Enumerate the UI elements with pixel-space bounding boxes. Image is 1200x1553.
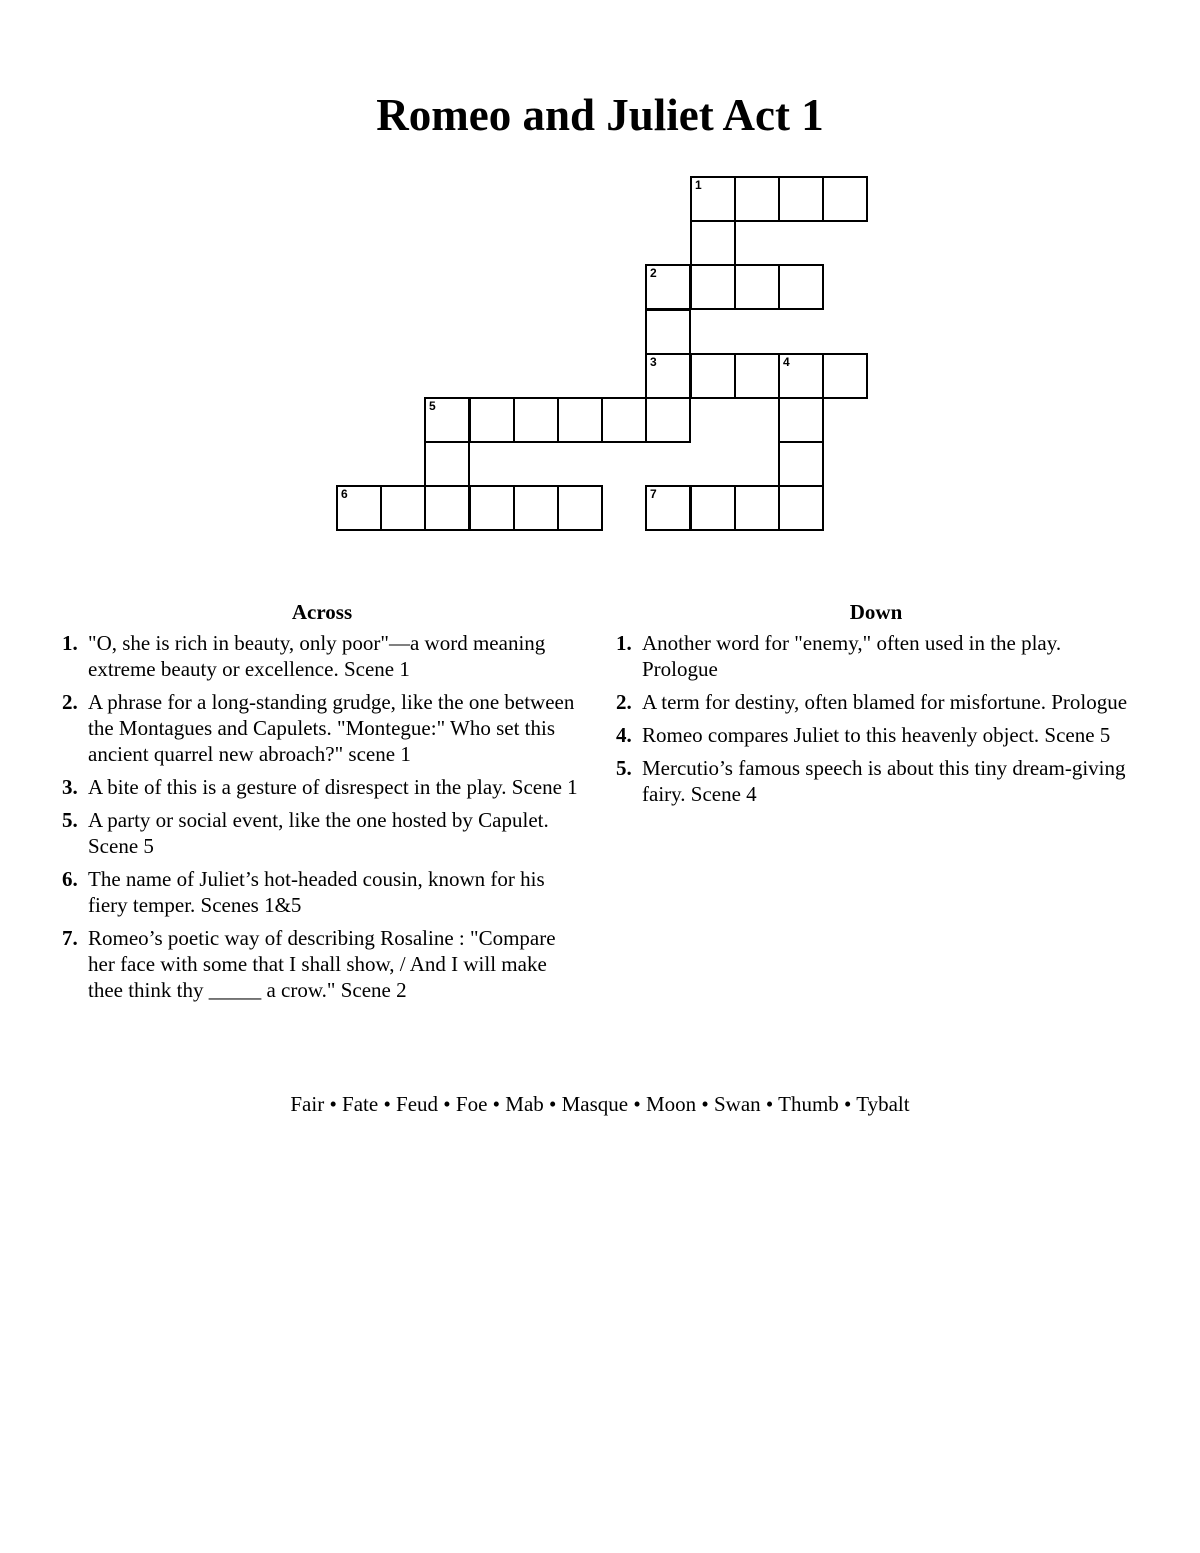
across-clue-5: [62, 807, 582, 859]
grid-cell[interactable]: [424, 485, 470, 531]
clue-number: 4.: [616, 723, 632, 747]
crossword-grid: [0, 0, 1200, 560]
clue-text: A phrase for a long-standing grudge, like the one between the Montagues and Capulets. "Montegue:" Who set this ancient quarrel new abroach?" scene 1: [88, 690, 575, 766]
grid-cell[interactable]: [380, 485, 426, 531]
clue-text: Romeo’s poetic way of describing Rosaline : "Compare her face with some that I shall show, / And I will make thee think thy _____ a crow." Scene 2: [88, 926, 556, 1002]
grid-cell[interactable]: [469, 397, 515, 443]
grid-cell[interactable]: [778, 441, 824, 487]
grid-cell[interactable]: [424, 397, 470, 443]
grid-cell[interactable]: [557, 485, 603, 531]
grid-cell[interactable]: [645, 397, 691, 443]
grid-cell[interactable]: [690, 220, 736, 266]
grid-cell-number: 4: [783, 355, 790, 369]
grid-cell[interactable]: [822, 176, 868, 222]
grid-cell[interactable]: [469, 485, 515, 531]
across-clue-1: [62, 630, 582, 682]
grid-cell[interactable]: [513, 397, 559, 443]
grid-cell[interactable]: [690, 353, 736, 399]
down-clue-2: [616, 689, 1136, 715]
down-clue-5: [616, 755, 1136, 807]
grid-cell[interactable]: [513, 485, 559, 531]
grid-cell[interactable]: [690, 264, 736, 310]
clue-number: 1.: [62, 631, 78, 655]
clue-text: A term for destiny, often blamed for misfortune. Prologue: [642, 690, 1128, 714]
grid-cell[interactable]: [557, 397, 603, 443]
grid-cell-number: 6: [341, 487, 348, 501]
across-clue-7: [62, 925, 582, 1003]
clue-number: 5.: [616, 756, 632, 780]
grid-cell[interactable]: [778, 397, 824, 443]
page-title: Romeo and Juliet Act 1: [376, 90, 824, 140]
clue-number: 5.: [62, 808, 78, 832]
grid-cell[interactable]: [734, 264, 780, 310]
grid-cell[interactable]: [734, 485, 780, 531]
clue-text: A bite of this is a gesture of disrespect in the play. Scene 1: [88, 775, 578, 799]
grid-cell[interactable]: [734, 353, 780, 399]
grid-cell[interactable]: [424, 441, 470, 487]
grid-cell-number: 5: [429, 399, 436, 413]
across-clue-2: [62, 689, 582, 767]
clue-number: 6.: [62, 867, 78, 891]
grid-cell-number: 1: [695, 178, 702, 192]
clue-text: "O, she is rich in beauty, only poor"—a word meaning extreme beauty or excellence. Scene 1: [88, 631, 546, 681]
clue-text: A party or social event, like the one hosted by Capulet. Scene 5: [88, 808, 549, 858]
down-clue-4: [616, 722, 1136, 748]
grid-cell-number: 2: [650, 266, 657, 280]
grid-cell[interactable]: [336, 485, 382, 531]
clue-text: Romeo compares Juliet to this heavenly object. Scene 5: [642, 723, 1111, 747]
grid-cell[interactable]: [778, 264, 824, 310]
grid-cell[interactable]: [778, 485, 824, 531]
clue-text: Another word for "enemy," often used in the play. Prologue: [642, 631, 1062, 681]
clue-text: The name of Juliet’s hot-headed cousin, known for his fiery temper. Scenes 1&5: [88, 867, 545, 917]
down-heading: Down: [849, 600, 903, 624]
clue-number: 2.: [616, 690, 632, 714]
grid-cell[interactable]: [778, 353, 824, 399]
grid-cell[interactable]: [645, 309, 691, 355]
across-heading: Across: [291, 600, 353, 624]
grid-cell[interactable]: [690, 176, 736, 222]
clue-number: 2.: [62, 690, 78, 714]
grid-cell[interactable]: [645, 353, 691, 399]
grid-cell[interactable]: [645, 264, 691, 310]
clue-text: Mercutio’s famous speech is about this tiny dream-giving fairy. Scene 4: [642, 756, 1126, 806]
across-clue-3: [62, 774, 582, 800]
down-clue-1: [616, 630, 1136, 682]
grid-cell[interactable]: [601, 397, 647, 443]
across-clues: [62, 598, 582, 1010]
grid-cell[interactable]: [690, 485, 736, 531]
grid-cell[interactable]: [734, 176, 780, 222]
across-clue-6: [62, 866, 582, 918]
grid-cell[interactable]: [822, 353, 868, 399]
clue-number: 1.: [616, 631, 632, 655]
grid-cell[interactable]: [645, 485, 691, 531]
grid-cell-number: 7: [650, 487, 657, 501]
word-bank: Fair • Fate • Feud • Foe • Mab • Masque • Moon • Swan • Thumb • Tybalt: [290, 1092, 910, 1116]
grid-cell[interactable]: [778, 176, 824, 222]
clue-number: 7.: [62, 926, 78, 950]
down-clues: [616, 598, 1136, 814]
clue-number: 3.: [62, 775, 78, 799]
grid-cell-number: 3: [650, 355, 657, 369]
